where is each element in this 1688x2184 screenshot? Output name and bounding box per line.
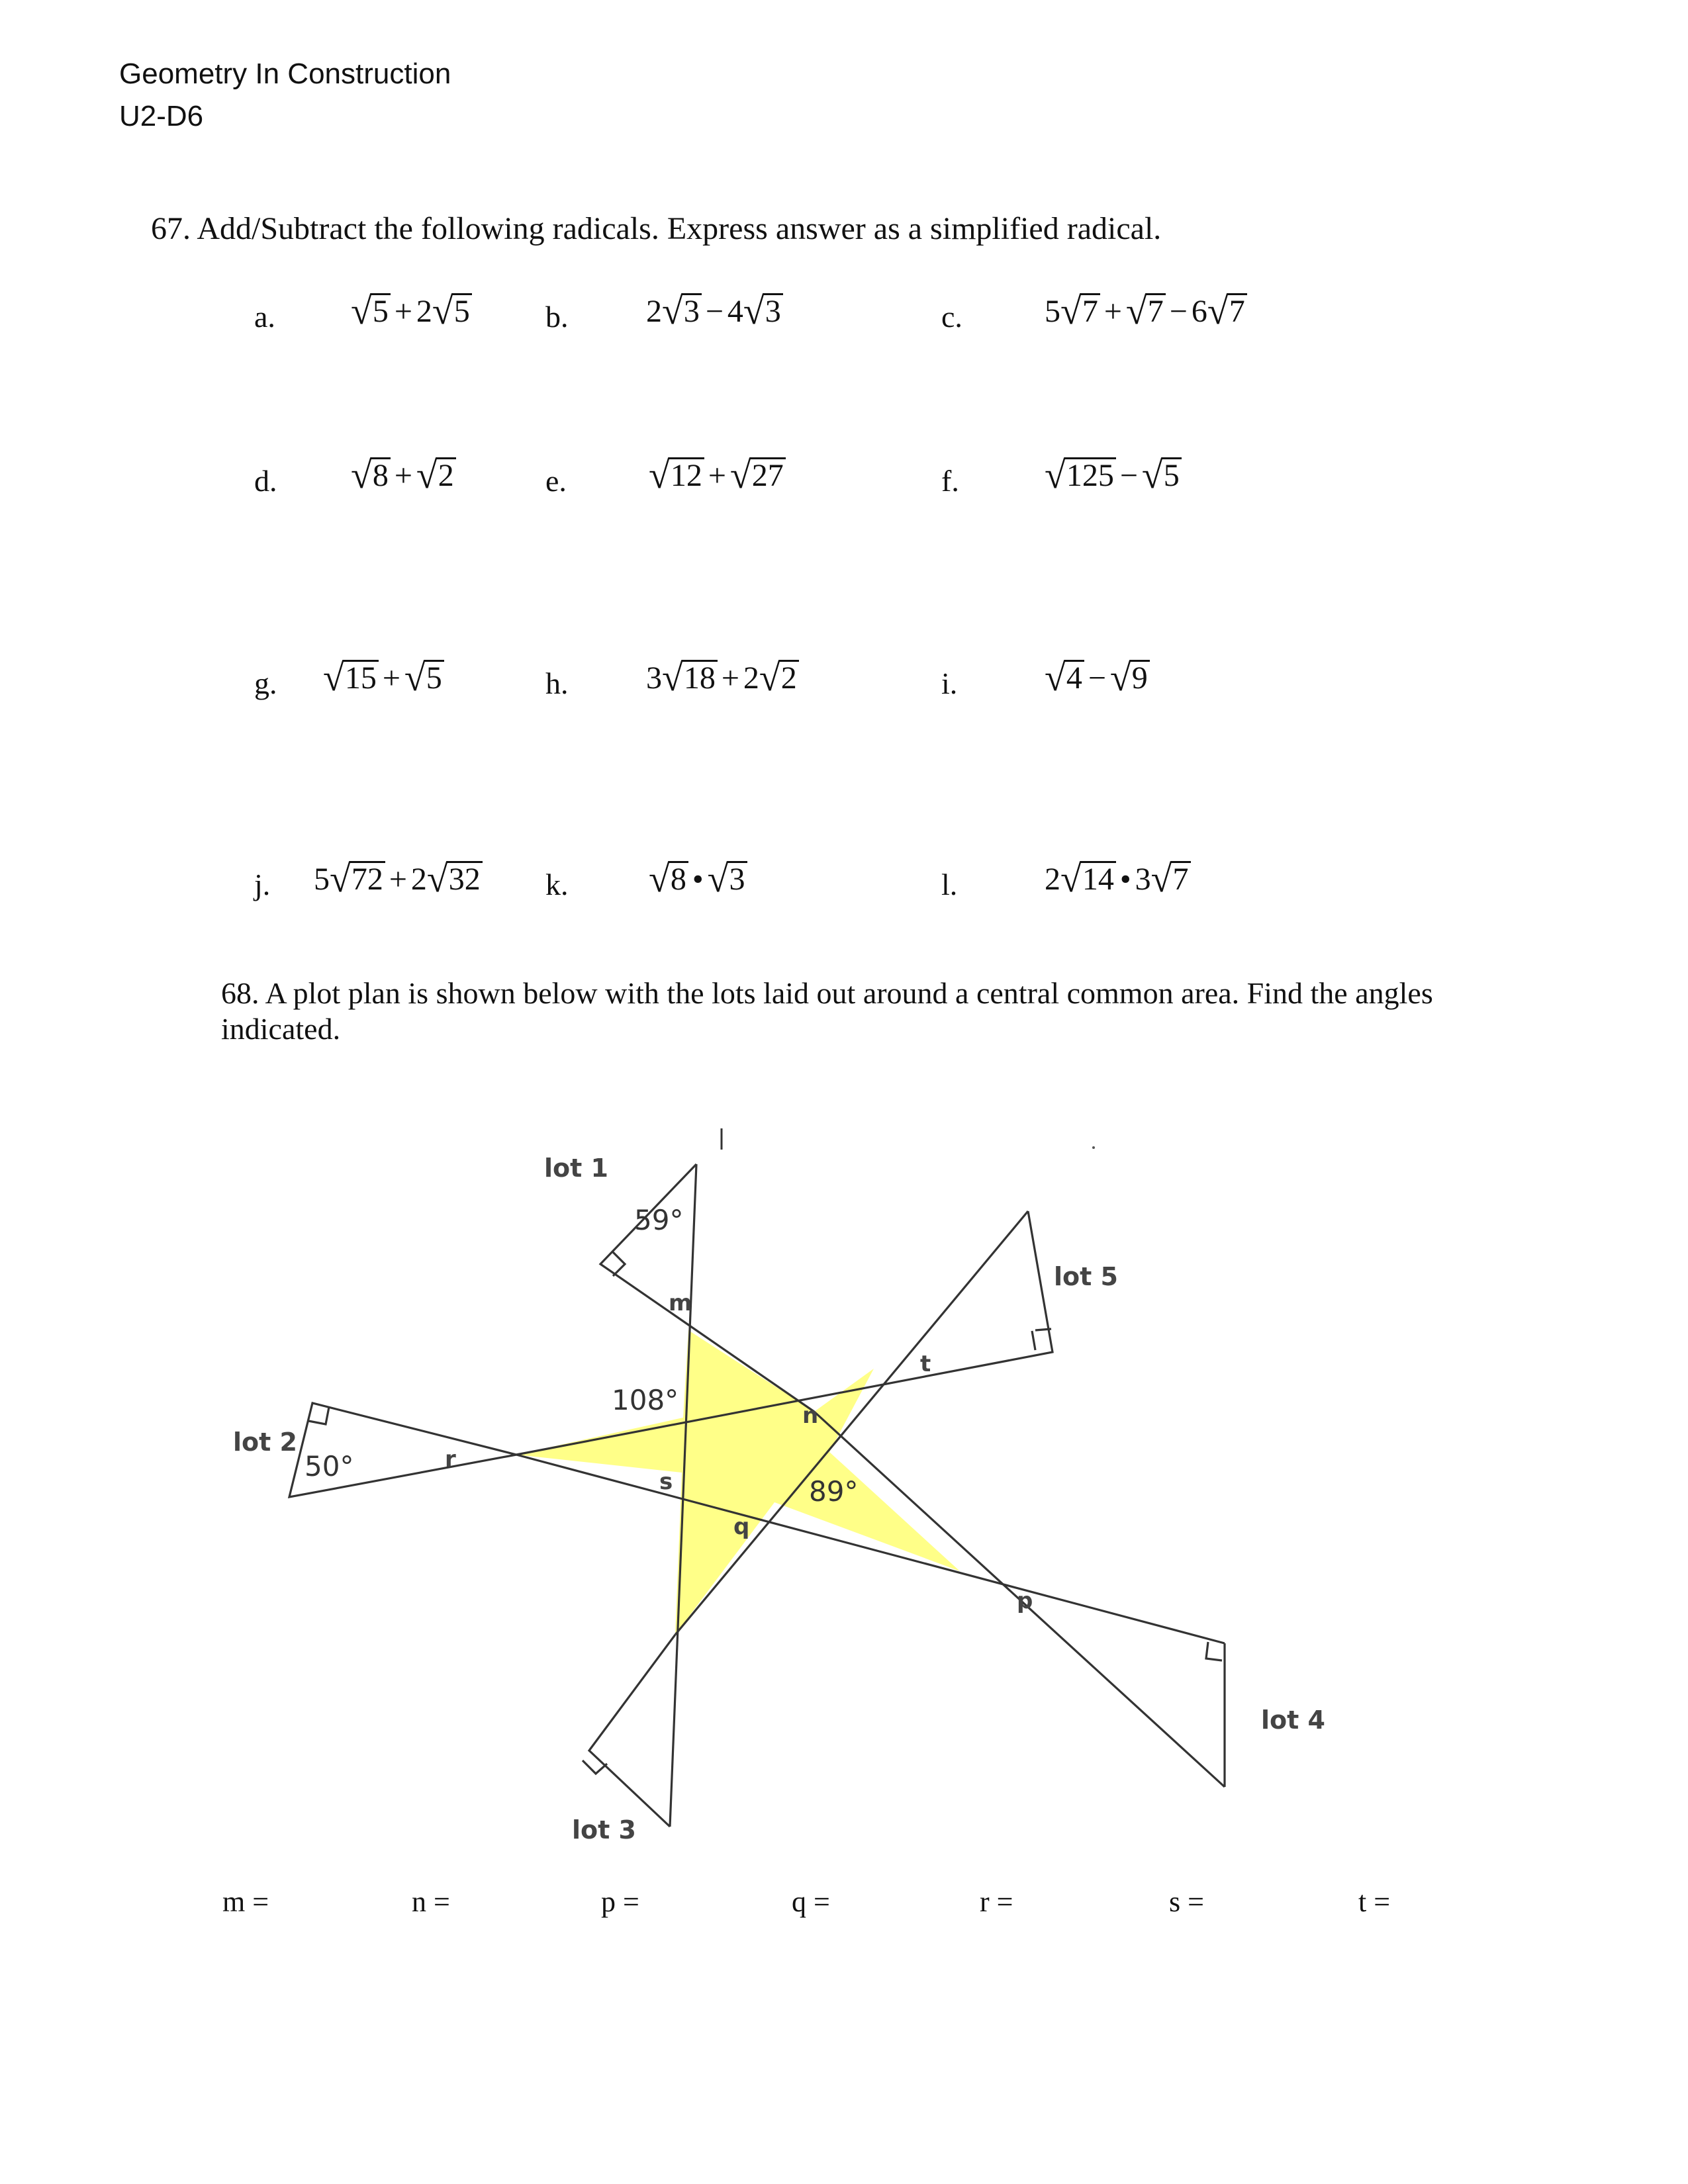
radicand: 72 bbox=[350, 861, 385, 896]
lot1-right-angle bbox=[612, 1251, 625, 1276]
radical-sign-icon: √ bbox=[426, 857, 448, 900]
angle-89-label: 89° bbox=[809, 1475, 859, 1508]
radicand: 3 bbox=[682, 293, 702, 328]
lot1-label: lot 1 bbox=[544, 1154, 608, 1183]
radical-sign-icon: √ bbox=[1060, 857, 1082, 900]
radicand: 2 bbox=[779, 660, 799, 695]
dot-mark bbox=[1092, 1146, 1095, 1149]
radicand: 5 bbox=[424, 660, 444, 695]
radicand: 12 bbox=[669, 457, 704, 492]
radicand: 5 bbox=[371, 293, 391, 328]
radical-sign-icon: √ bbox=[1125, 289, 1147, 332]
radical-sign-icon: √ bbox=[707, 857, 729, 900]
lot2-label: lot 2 bbox=[233, 1428, 297, 1457]
operator: + bbox=[389, 862, 407, 897]
radicand: 7 bbox=[1080, 293, 1100, 328]
operator: − bbox=[705, 294, 724, 329]
angle-p-label: p bbox=[1017, 1588, 1033, 1614]
lot4-label: lot 4 bbox=[1261, 1706, 1325, 1735]
problem-g-label: g. bbox=[254, 666, 277, 700]
coefficient: 2 bbox=[1045, 862, 1060, 897]
coefficient: 3 bbox=[646, 660, 662, 696]
problem-k-label: k. bbox=[545, 868, 569, 901]
angle-s-label: s bbox=[659, 1469, 673, 1495]
radical-sign-icon: √ bbox=[351, 289, 372, 332]
radicand: 4 bbox=[1064, 660, 1084, 695]
line-lot2-lot4 bbox=[516, 1455, 1225, 1643]
answer-n[interactable]: n = bbox=[412, 1886, 450, 1918]
problem-j-label: j. bbox=[254, 868, 271, 901]
radical-sign-icon: √ bbox=[662, 656, 683, 699]
radicand: 3 bbox=[763, 293, 783, 328]
coefficient: 2 bbox=[743, 660, 759, 696]
lot3-label: lot 3 bbox=[572, 1815, 636, 1844]
operator: • bbox=[1119, 862, 1131, 897]
problem-d-label: d. bbox=[254, 464, 277, 498]
lot5-label: lot 5 bbox=[1054, 1262, 1118, 1291]
radical-sign-icon: √ bbox=[1045, 453, 1066, 496]
radicand: 18 bbox=[682, 660, 718, 695]
radicand: 14 bbox=[1080, 861, 1116, 896]
lot3-outline bbox=[589, 1635, 675, 1827]
operator: + bbox=[394, 294, 412, 329]
coefficient: 4 bbox=[727, 294, 743, 329]
problem-c-label: c. bbox=[941, 300, 962, 334]
radicand: 15 bbox=[343, 660, 379, 695]
radical-sign-icon: √ bbox=[1207, 289, 1229, 332]
coefficient: 5 bbox=[1045, 294, 1060, 329]
operator: − bbox=[1169, 294, 1188, 329]
central-common-area bbox=[516, 1330, 960, 1635]
coefficient: 2 bbox=[416, 294, 432, 329]
answer-m[interactable]: m = bbox=[222, 1886, 269, 1918]
angle-q-label: q bbox=[733, 1514, 750, 1540]
radicand: 32 bbox=[447, 861, 483, 896]
radical-sign-icon: √ bbox=[1150, 857, 1172, 900]
problem-e-label: e. bbox=[545, 464, 567, 498]
answer-q[interactable]: q = bbox=[792, 1886, 830, 1918]
angle-m-label: m bbox=[669, 1290, 692, 1316]
coefficient: 5 bbox=[314, 862, 330, 897]
coefficient: 2 bbox=[410, 862, 427, 897]
radical-sign-icon: √ bbox=[351, 453, 372, 496]
problem-f-label: f. bbox=[941, 464, 959, 498]
radicand: 8 bbox=[371, 457, 391, 492]
angle-n-label: n bbox=[802, 1402, 819, 1429]
problem-i-label: i. bbox=[941, 666, 958, 700]
angle-59-label: 59° bbox=[634, 1204, 684, 1236]
operator: + bbox=[394, 458, 412, 493]
radical-sign-icon: √ bbox=[1060, 289, 1082, 332]
answer-r[interactable]: r = bbox=[980, 1886, 1013, 1918]
unit-day: U2-D6 bbox=[119, 100, 204, 132]
operator: + bbox=[708, 458, 726, 493]
course-title: Geometry In Construction bbox=[119, 58, 451, 90]
problem-a-label: a. bbox=[254, 300, 275, 334]
angle-t-label: t bbox=[920, 1351, 931, 1377]
radicand: 5 bbox=[452, 293, 472, 328]
question-67-title: 67. Add/Subtract the following radicals. Express answer as a simplified radical. bbox=[151, 211, 1162, 246]
radical-sign-icon: √ bbox=[330, 857, 351, 900]
operator: − bbox=[1088, 660, 1106, 696]
radical-sign-icon: √ bbox=[1141, 453, 1163, 496]
radicand: 125 bbox=[1064, 457, 1116, 492]
coefficient: 3 bbox=[1135, 862, 1151, 897]
radicand: 9 bbox=[1130, 660, 1150, 695]
radical-sign-icon: √ bbox=[662, 289, 683, 332]
radicand: 5 bbox=[1162, 457, 1182, 492]
radical-sign-icon: √ bbox=[759, 656, 780, 699]
radical-sign-icon: √ bbox=[649, 857, 670, 900]
radical-sign-icon: √ bbox=[1109, 656, 1131, 699]
operator: • bbox=[692, 862, 704, 897]
coefficient: 6 bbox=[1191, 294, 1207, 329]
radical-sign-icon: √ bbox=[432, 289, 453, 332]
radicand: 7 bbox=[1171, 861, 1191, 896]
problem-l-label: l. bbox=[941, 868, 958, 901]
angle-r-label: r bbox=[445, 1446, 456, 1473]
lot5-right-angle-a bbox=[1032, 1331, 1035, 1350]
lot5-right-angle-b bbox=[1035, 1329, 1051, 1330]
angle-50-label: 50° bbox=[305, 1450, 354, 1482]
radicand: 3 bbox=[727, 861, 747, 896]
radical-sign-icon: √ bbox=[323, 656, 344, 699]
radicand: 8 bbox=[669, 861, 688, 896]
lot4-right-angle bbox=[1206, 1642, 1222, 1661]
operator: + bbox=[1103, 294, 1122, 329]
radicand: 2 bbox=[436, 457, 456, 492]
radical-sign-icon: √ bbox=[729, 453, 751, 496]
radical-sign-icon: √ bbox=[404, 656, 426, 699]
radicand: 7 bbox=[1146, 293, 1166, 328]
radical-sign-icon: √ bbox=[1045, 656, 1066, 699]
problem-b-label: b. bbox=[545, 300, 569, 334]
operator: + bbox=[721, 660, 739, 696]
radicand: 7 bbox=[1227, 293, 1247, 328]
radical-sign-icon: √ bbox=[743, 289, 765, 332]
question-68-text: 68. A plot plan is shown below with the lots laid out around a central common area. Find the angles indicated. bbox=[221, 976, 1433, 1046]
answer-p[interactable]: p = bbox=[601, 1886, 639, 1918]
answer-t[interactable]: t = bbox=[1358, 1886, 1391, 1918]
angle-108-label: 108° bbox=[612, 1384, 679, 1416]
coefficient: 2 bbox=[646, 294, 662, 329]
problem-h-label: h. bbox=[545, 666, 569, 700]
lot3-right-angle bbox=[583, 1760, 607, 1774]
radicand: 27 bbox=[750, 457, 786, 492]
operator: − bbox=[1119, 458, 1138, 493]
answer-s[interactable]: s = bbox=[1169, 1886, 1204, 1918]
radical-sign-icon: √ bbox=[649, 453, 670, 496]
radical-sign-icon: √ bbox=[416, 453, 438, 496]
operator: + bbox=[382, 660, 400, 696]
